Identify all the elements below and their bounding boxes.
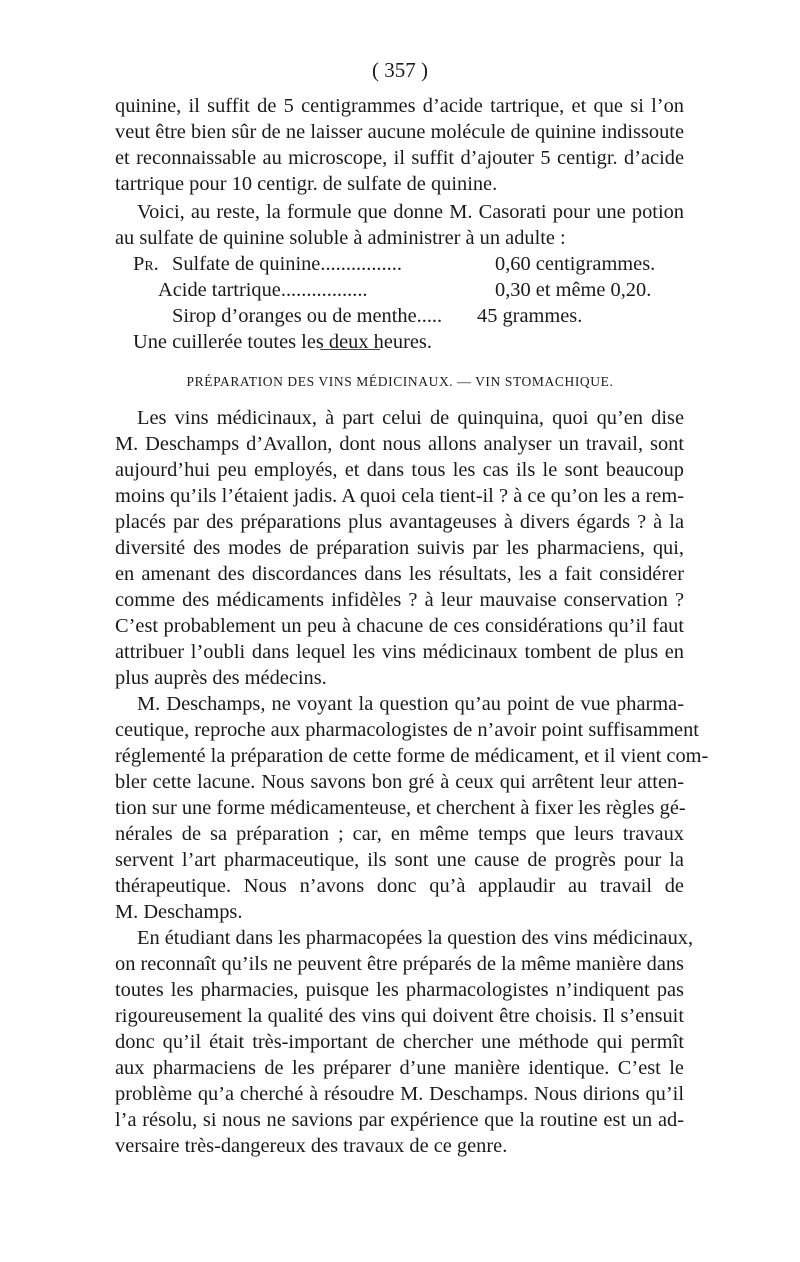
text-line: bler cette lacune. Nous savons bon gré à ceux qui arrêtent leur atten- (115, 771, 684, 793)
text-line: Voici, au reste, la formule que donne M. Casorati pour une potion (137, 201, 684, 223)
formula-ingredient: Acide tartrique................. (158, 279, 368, 301)
text-line: tartrique pour 10 centigr. de sulfate de quinine. (115, 173, 498, 195)
formula-ingredient: Sulfate de quinine................ (172, 253, 402, 275)
text-line: tion sur une forme médicamenteuse, et cherchent à fixer les règles gé- (115, 797, 686, 819)
text-line: servent l’art pharmaceutique, ils sont une cause de progrès pour la (115, 849, 684, 871)
text-line: En étudiant dans les pharmacopées la question des vins médicinaux, (137, 927, 694, 949)
text-line: Les vins médicinaux, à part celui de quinquina, quoi qu’en dise (137, 407, 684, 429)
text-line: aux pharmaciens de les préparer d’une manière identique. C’est le (115, 1057, 684, 1079)
formula-quantity: 0,60 centigrammes. (495, 253, 656, 275)
text-line: problème qu’a cherché à résoudre M. Deschamps. Nous dirions qu’il (115, 1083, 684, 1105)
text-line: C’est probablement un peu à chacune de ces considérations qu’il faut (115, 615, 684, 637)
text-line: et reconnaissable au microscope, il suffit d’ajouter 5 centigr. d’acide (115, 147, 684, 169)
page-number: ( 357 ) (372, 58, 428, 82)
text-line: diversité des modes de préparation suivis par les pharmaciens, qui, (115, 537, 684, 559)
text-line: M. Deschamps d’Avallon, dont nous allons analyser un travail, sont (115, 433, 684, 455)
text-line: plus auprès des médecins. (115, 667, 327, 689)
formula-prefix: Pr. (133, 253, 159, 275)
text-line: aujourd’hui peu employés, et dans tous les cas ils le sont beaucoup (115, 459, 684, 481)
text-line: donc qu’il était très-important de chercher une méthode qui permît (115, 1031, 684, 1053)
section-divider (320, 349, 380, 350)
text-line: thérapeutique. Nous n’avons donc qu’à applaudir au travail de (115, 875, 684, 897)
text-line: toutes les pharmacies, puisque les pharmacologistes n’indiquent pas (115, 979, 684, 1001)
text-line: veut être bien sûr de ne laisser aucune molécule de quinine indissoute (115, 121, 684, 143)
text-line: comme des médicaments infidèles ? à leur mauvaise conservation ? (115, 589, 684, 611)
text-line: placés par des préparations plus avantageuses à divers égards ? à la (115, 511, 684, 533)
text-line: quinine, il suffit de 5 centigrammes d’acide tartrique, et que si l’on (115, 95, 684, 117)
text-line: attribuer l’oubli dans lequel les vins médicinaux tombent de plus en (115, 641, 684, 663)
formula-quantity: 0,30 et même 0,20. (495, 279, 652, 301)
text-line: ceutique, reproche aux pharmacologistes de n’avoir point suffisamment (115, 719, 699, 741)
section-heading: PRÉPARATION DES VINS MÉDICINAUX. — VIN STOMACHIQUE. (186, 374, 614, 389)
text-line: versaire très-dangereux des travaux de ce genre. (115, 1135, 508, 1157)
text-line: au sulfate de quinine soluble à administrer à un adulte : (115, 227, 566, 249)
formula-ingredient: Sirop d’oranges ou de menthe..... (172, 305, 443, 327)
text-line: rigoureusement la qualité des vins qui doivent être choisis. Il s’ensuit (115, 1005, 684, 1027)
text-line: nérales de sa préparation ; car, en même temps que leurs travaux (115, 823, 684, 845)
text-line: M. Deschamps. (115, 901, 243, 923)
text-line: l’a résolu, si nous ne savions par expérience que la routine est un ad- (115, 1109, 684, 1131)
text-line: réglementé la préparation de cette forme de médicament, et il vient com- (115, 745, 709, 767)
text-line: moins qu’ils l’étaient jadis. A quoi cela tient-il ? à ce qu’on les a rem- (115, 485, 684, 507)
text-line: M. Deschamps, ne voyant la question qu’au point de vue pharma- (137, 693, 684, 715)
formula-dose: Une cuillerée toutes les deux heures. (133, 331, 432, 353)
text-line: en amenant des discordances dans les résultats, les a fait considérer (115, 563, 684, 585)
text-line: on reconnaît qu’ils ne peuvent être préparés de la même manière dans (115, 953, 684, 975)
formula-quantity: 45 grammes. (477, 305, 583, 327)
